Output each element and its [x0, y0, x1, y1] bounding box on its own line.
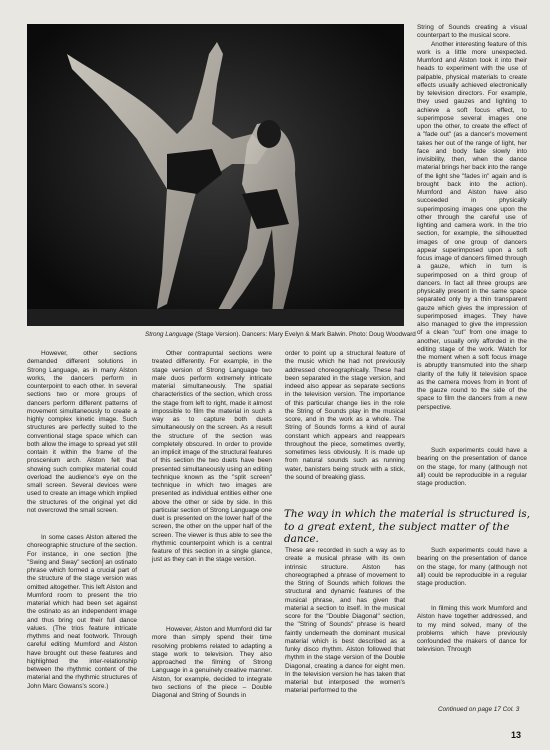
caption-credits: (Stage Version). Dancers: Mary Evelyn & Mark Balwin. Photo: Doug Woodward: [193, 331, 416, 338]
paragraph: In filming this work Mumford and Alston have together addressed, and to my mind solved, many of the problems which have previously confounded the makers of dance for television. Through: [417, 605, 527, 654]
paragraph: These are recorded in such a way as to create a musical phrase with its own intrinsic structure. Alston has choreographed a phrase of movement to the String of Sounds which follows the structural and dynamic features of the musical phrase, and has given that material a section to itself. In the musical score for the "Double Diagonal" section, the "String of Sounds" phrase is heard faintly underneath the dominant musical material which is best described as a funky disco rhythm. Alston followed that rhythm in the stage version of the Double Diagonal, creating a dance for eight men. In the television version he has taken that material but interposed the women's material performed to the: [285, 547, 405, 695]
column-3-lower: [285, 547, 405, 696]
photo-caption: [145, 331, 416, 339]
dancers-illustration: [27, 24, 404, 326]
column-1: [27, 350, 137, 515]
paragraph: order to point up a structural feature of the music which he had not previously addressed choreographically. These had been separated in the stage version, and indeed also appear as separate sections in the television version. The importance of this particular change lies in the role the String of Sounds play in the musical score, and in the work as a whole. The String of Sounds forms a kind of aural constant which appears and reappears throughout the piece, sometimes overtly, sometimes less obviously. It is made up from natural sounds such as running water, banisters being struck with a stick, the sound of breaking glass.: [285, 350, 405, 481]
column-4-bottom: [417, 605, 527, 655]
paragraph: Other contrapuntal sections were treated differently. For example, in the stage version of Strong Language two male duos perform extremely intricate material simultaneously. The spatial characteristics of the section, which cross the stage from left to right, made it almost impossible to film the material in such a way as to capture both duets simultaneously on the screen. As a result the structure of the section was completely obscured. In order to provide an implicit image of the structural features of this section the two duets have been presented simultaneously using an editing technique known as the "split screen" technique in which two images are presented as individual entities either one above the other or side by side. In this particular section of Strong Language one duet is presented on the lower half of the screen, the other on the upper half of the screen. The viewer is thus able to see the rhythmic counterpoint which is a central feature of this section in a single glance, just as they can in the stage version.: [152, 350, 272, 564]
column-2: [152, 350, 272, 565]
paragraph: Such experiments could have a bearing on the presentation of dance on the stage, for many (although not all) could be reproducible in a regular stage production.: [417, 547, 527, 587]
paragraph: Another interesting feature of this work is a little more unexpected. Mumford and Alston took it into their heads to experiment with the use of palpable, physical materials to create effects usually achieved electronically by television directors. For example, they used gauzes and lighting to achieve a soft focus effect, to superimpose several images one upon the other, to create the effect of a "fade out" (as a dancer's movement takes her out of the range of light, her face and body fade slowly into invisibility, then, when the dance material brings her back into the range of the light she "fades in" again and is brought back into the action). Mumford and Alston have also succeeded in physically superimposing images one upon the other through the careful use of lighting and camera work. In the trio section, for example, the silhouetted images of one group of dancers appear superimposed upon a soft focus image of dancers filmed through a gauze, which in turn is superimposed on a third group of dancers. In fact all three groups are physically present in the same space separated only by a thin transparent gauze which gives the impression of superimposed images. They have also managed to give the impression of a clean "cut" from one image to another, usually only afforded in the editing stage of the work. Watch for the moment when a soft focus image is abruptly transmuted into the sharp clarity of the fully lit television space as the camera moves from in front of the gauze round to the side of the space to film the dancers from a new perspective.: [417, 40, 527, 411]
paragraph: String of Sounds creating a visual counterpart to the musical score.: [417, 24, 527, 40]
column-4-lower: [417, 547, 527, 588]
column-3: [285, 350, 405, 482]
column-2-lower: [152, 626, 272, 700]
dance-photo: [27, 24, 404, 326]
pull-quote: The way in which the material is structured is, to a great extent, the subject matter of the dance.: [284, 508, 531, 545]
column-4-middle: [417, 447, 527, 488]
paragraph: In some cases Alston altered the choreographic structure of the section. For instance, in one section [the "Swing and Sway" section] an ostinato phrase which formed a crucial part of the structure of the stage version was omitted altogether. This left Alston and Mumford room to present the trio material which had been set against the ostinato as an independent image and thus bring out their full dance values. (The trios feature intricate rhythms and neat footwork. Through careful editing Mumford and Alston have brought out these features and highlighted the inter-relationship between the rhythmic content of the material and the rhythmic structures of John Marc Gowans's score.): [27, 534, 137, 690]
page-number: 13: [511, 730, 522, 740]
continued-note: Continued on page 17 Col. 3: [438, 706, 520, 713]
caption-title: Strong Language: [145, 331, 194, 338]
column-1-lower: [27, 534, 137, 691]
column-4: [417, 24, 527, 412]
paragraph: However, Alston and Mumford did far more than simply spend their time resolving problems related to adapting a stage work to television. They also approached the filming of Strong Language in a genuinely creative manner. Alston, for example, decided to integrate two sections of the piece – Double Diagonal and String of Sounds in: [152, 626, 272, 699]
paragraph: However, other sections demanded different solutions in Strong Language, as in many Alston works, the dancers perform in counterpoint to each other. In several sections two or more groups of dancers perform different patterns of movement simultaneously to create a highly complex kinetic image. Such structures are perfectly suited to the conventional stage space which can both allow the image to spread yet still contain it within the frame of the proscenium arch. Alston felt that showing such complex material could overload the audience's eye on the small screen. Several devices were used to create an image which implied the structures of the original yet did not overcrowd the small screen.: [27, 350, 137, 514]
paragraph: Such experiments could have a bearing on the presentation of dance on the stage, for many (although not all) could be reproducible in a regular stage production.: [417, 447, 527, 487]
